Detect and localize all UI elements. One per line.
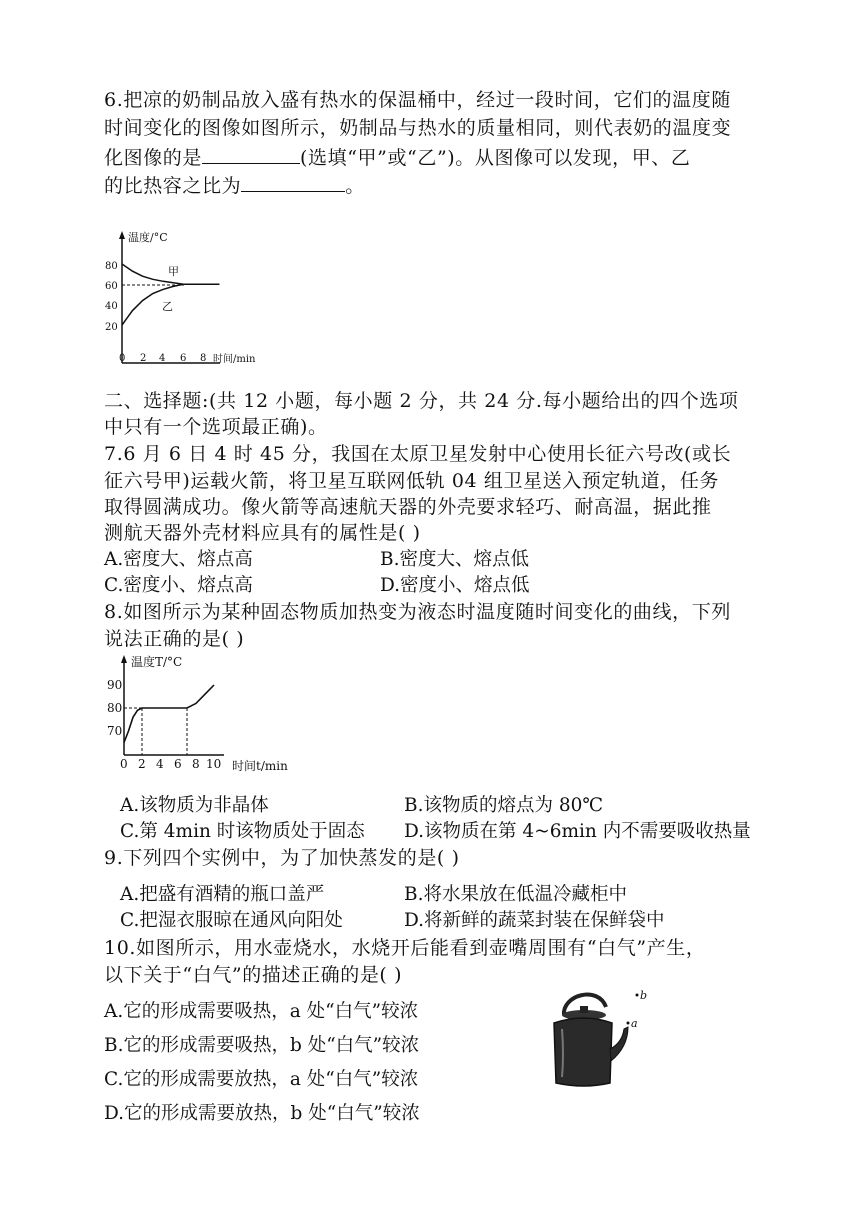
kettle-illustration: [548, 985, 663, 1090]
q9-option-a[interactable]: A.把盛有酒精的瓶口盖严: [120, 884, 325, 905]
q7-option-c[interactable]: C.密度小、熔点高: [104, 575, 253, 596]
q8-option-a[interactable]: A.该物质为非晶体: [120, 795, 269, 816]
y-tick-80: 80: [105, 261, 118, 272]
x-tick-10: 10: [206, 757, 222, 771]
y-axis-label: 温度T/°C: [131, 655, 183, 669]
q7-option-d[interactable]: D.密度小、熔点低: [380, 575, 530, 596]
q8-option-c[interactable]: C.第 4min 时该物质处于固态: [120, 821, 365, 842]
point-b-label: b: [640, 989, 648, 1002]
q6-line-3: [104, 143, 691, 171]
q6-line-3-tail: (选填“甲”或“乙”)。从图像可以发现，甲、乙: [300, 147, 691, 169]
x-tick-2: 2: [140, 353, 147, 364]
q7-line-4: 测航天器外壳材料应具有的属性是( ): [104, 522, 421, 544]
kettle-knob: [580, 1006, 588, 1013]
q7-line-3: 取得圆满成功。像火箭等高速航天器的外壳要求轻巧、耐高温，据此推: [104, 496, 712, 518]
temperature-chart-1: [100, 226, 280, 374]
q10-option-a[interactable]: A.它的形成需要吸热，a 处“白气”较浓: [104, 1001, 419, 1022]
x-tick-4: 4: [159, 353, 166, 364]
x-tick-8: 8: [192, 757, 200, 771]
q8-line-1: 8.如图所示为某种固态物质加热变为液态时温度随时间变化的曲线，下列: [104, 601, 731, 623]
x-tick-0: 0: [119, 353, 126, 364]
q7-option-a[interactable]: A.密度大、熔点高: [104, 549, 253, 570]
q6-line-3-text: 化图像的是: [104, 147, 203, 169]
q10-option-c[interactable]: C.它的形成需要放热，a 处“白气”较浓: [104, 1069, 419, 1090]
x-tick-4: 4: [156, 757, 164, 771]
x-tick-8: 8: [200, 353, 207, 364]
temperature-chart-2: [104, 648, 304, 776]
q9-option-c[interactable]: C.把湿衣服晾在通风向阳处: [120, 910, 343, 931]
x-tick-6: 6: [180, 353, 187, 364]
x-axis-label: 时间/min: [213, 354, 256, 365]
section-2-line-1: 二、选择题:(共 12 小题，每小题 2 分，共 24 分.每小题给出的四个选项: [104, 390, 739, 412]
q10-line-2: 以下关于“白气”的描述正确的是( ): [104, 964, 403, 986]
q10-option-d[interactable]: D.它的形成需要放热，b 处“白气”较浓: [104, 1103, 420, 1124]
y-tick-60: 60: [105, 281, 118, 292]
y-tick-20: 20: [105, 322, 118, 333]
q10-line-1: 10.如图所示，用水壶烧水，水烧开后能看到壶嘴周围有“白气”产生，: [104, 937, 706, 959]
x-tick-6: 6: [174, 757, 182, 771]
melting-curve: [124, 685, 214, 743]
section-2-line-2: 中只有一个选项最正确)。: [104, 416, 328, 438]
point-a-dot: [627, 1022, 630, 1025]
point-b-dot: [636, 994, 639, 997]
q7-line-2: 征六号甲)运载火箭，将卫星互联网低轨 04 组卫星送入预定轨道，任务: [104, 470, 720, 492]
q10-option-b[interactable]: B.它的形成需要吸热，b 处“白气”较浓: [104, 1035, 420, 1056]
y-tick-80: 80: [107, 701, 123, 715]
q9-line: 9.下列四个实例中，为了加快蒸发的是( ): [104, 847, 460, 869]
kettle-highlight: [562, 1029, 563, 1077]
q7-line-1: 7.6 月 6 日 4 时 45 分，我国在太原卫星发射中心使用长征六号改(或长: [104, 443, 732, 465]
q6-line-1: 6.把凉的奶制品放入盛有热水的保温桶中，经过一段时间，它们的温度随: [104, 89, 731, 111]
series-yi-label: 乙: [162, 300, 173, 313]
x-tick-2: 2: [138, 757, 146, 771]
q8-option-d[interactable]: D.该物质在第 4~6min 内不需要吸收热量: [404, 821, 751, 842]
y-axis-arrow: [121, 655, 127, 663]
q6-line-4-text: 的比热容之比为: [104, 175, 242, 197]
q8-option-b[interactable]: B.该物质的熔点为 80℃: [404, 795, 604, 816]
answer-blank-1[interactable]: [202, 143, 300, 164]
q6-line-4: [104, 171, 365, 199]
q6-line-2: 时间变化的图像如图所示，奶制品与热水的质量相同，则代表奶的温度变: [104, 117, 732, 139]
y-tick-70: 70: [107, 724, 123, 738]
x-axis-label: 时间t/min: [232, 759, 288, 773]
x-tick-0: 0: [120, 757, 128, 771]
q9-option-b[interactable]: B.将水果放在低温冷藏柜中: [404, 884, 627, 905]
q6-line-4-tail: 。: [345, 175, 365, 197]
y-axis-label: 温度/°C: [128, 231, 168, 244]
y-tick-90: 90: [107, 678, 123, 692]
y-axis-arrow: [119, 231, 125, 239]
y-tick-40: 40: [105, 301, 118, 312]
series-jia-label: 甲: [168, 265, 179, 278]
q7-option-b[interactable]: B.密度大、熔点低: [380, 549, 529, 570]
kettle-spout: [610, 1027, 628, 1061]
q8-line-2: 说法正确的是( ): [104, 628, 245, 650]
point-a-label: a: [631, 1017, 638, 1030]
answer-blank-2[interactable]: [241, 171, 345, 192]
q9-option-d[interactable]: D.将新鲜的蔬菜封装在保鲜袋中: [404, 910, 665, 931]
